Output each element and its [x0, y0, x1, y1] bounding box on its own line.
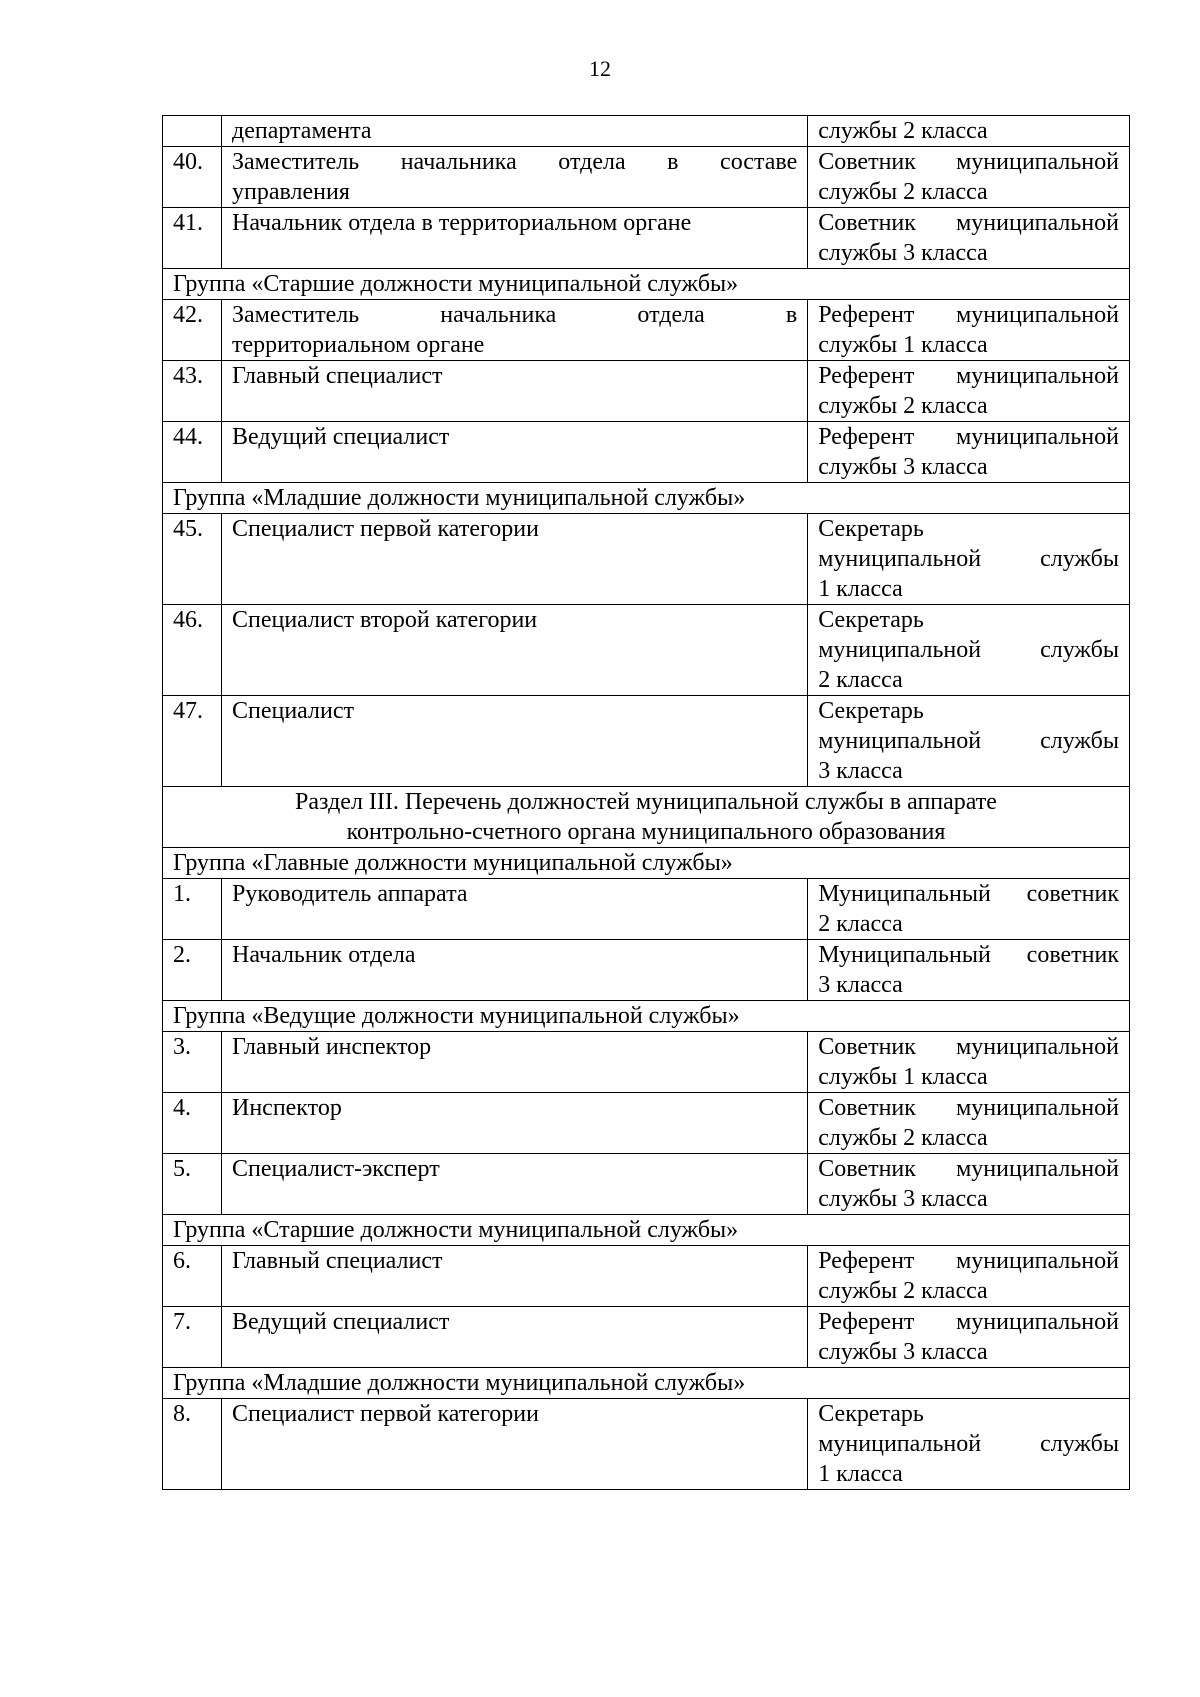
position-title-line: Главный специалист: [231, 363, 443, 389]
position-title-line: Заместитель начальника отдела в: [231, 302, 798, 328]
table-row: [163, 879, 1130, 940]
table-row: [163, 1399, 1130, 1490]
row-number: [163, 116, 222, 147]
position-title: [221, 116, 807, 147]
position-title-line: Специалист второй категории: [231, 607, 538, 633]
position-title-line: Инспектор: [231, 1095, 342, 1121]
position-title: [221, 300, 807, 361]
group-header-row: [163, 848, 1130, 879]
class-rank-line: Советник муниципальной: [818, 210, 1119, 236]
class-rank-line: Секретарь: [818, 1401, 924, 1427]
class-rank: [808, 940, 1130, 1001]
class-rank: [808, 116, 1130, 147]
class-rank-line: Муниципальный советник: [818, 942, 1119, 968]
row-number: 40.: [163, 147, 222, 208]
class-rank: [808, 1154, 1130, 1215]
position-title-line: Руководитель аппарата: [231, 881, 468, 907]
table-row: [163, 1246, 1130, 1307]
position-title: [221, 879, 807, 940]
class-rank: [808, 1307, 1130, 1368]
class-rank: [808, 422, 1130, 483]
class-rank-line: службы 3 класса: [818, 454, 988, 480]
class-rank-line: Секретарь: [818, 516, 924, 542]
row-number: 6.: [163, 1246, 222, 1307]
position-title-line: Специалист-эксперт: [231, 1156, 440, 1182]
position-title: [221, 1399, 807, 1490]
positions-table: [162, 115, 1130, 1490]
page-number: 12: [589, 56, 611, 81]
class-rank-line: службы 3 класса: [818, 240, 988, 266]
class-rank-line: Секретарь: [818, 698, 924, 724]
class-rank-line: муниципальной службы: [818, 546, 1119, 572]
row-number: 47.: [163, 696, 222, 787]
row-number: 43.: [163, 361, 222, 422]
class-rank-line: Референт муниципальной: [818, 1309, 1119, 1335]
class-rank: [808, 361, 1130, 422]
row-number: 7.: [163, 1307, 222, 1368]
class-rank-line: службы 3 класса: [818, 1186, 988, 1212]
row-number: 42.: [163, 300, 222, 361]
class-rank-line: Референт муниципальной: [818, 302, 1119, 328]
group-header: Группа «Ведущие должности муниципальной службы»: [163, 1001, 1130, 1032]
position-title: [221, 696, 807, 787]
class-rank: [808, 208, 1130, 269]
position-title: [221, 1246, 807, 1307]
group-header-row: [163, 1001, 1130, 1032]
positions-table-body: [163, 116, 1130, 1490]
class-rank-line: Советник муниципальной: [818, 1034, 1119, 1060]
table-row: [163, 208, 1130, 269]
class-rank-line: службы 2 класса: [818, 1278, 988, 1304]
group-header: Группа «Старшие должности муниципальной службы»: [163, 1215, 1130, 1246]
position-title-line: Главный инспектор: [231, 1034, 432, 1060]
position-title: [221, 514, 807, 605]
row-number: 1.: [163, 879, 222, 940]
row-number: 44.: [163, 422, 222, 483]
row-number: 46.: [163, 605, 222, 696]
position-title: [221, 422, 807, 483]
position-title-line: Главный специалист: [231, 1248, 443, 1274]
table-row: [163, 361, 1130, 422]
class-rank-line: 2 класса: [818, 911, 903, 937]
section-header-line: контрольно-счетного органа муниципального образования: [346, 819, 946, 845]
class-rank-line: службы 2 класса: [818, 1125, 988, 1151]
position-title: [221, 1307, 807, 1368]
class-rank-line: службы 3 класса: [818, 1339, 988, 1365]
class-rank-line: службы 2 класса: [818, 393, 988, 419]
row-number: 4.: [163, 1093, 222, 1154]
position-title-line: территориальном органе: [231, 332, 485, 358]
position-title-line: Заместитель начальника отдела в составе: [231, 149, 798, 175]
class-rank: [808, 879, 1130, 940]
position-title-line: Специалист первой категории: [231, 1401, 539, 1427]
class-rank: [808, 696, 1130, 787]
class-rank-line: Референт муниципальной: [818, 363, 1119, 389]
class-rank-line: 1 класса: [818, 576, 903, 602]
table-row: [163, 605, 1130, 696]
position-title: [221, 147, 807, 208]
position-title-line: Специалист первой категории: [231, 516, 539, 542]
class-rank-line: службы 2 класса: [818, 179, 988, 205]
class-rank-line: Советник муниципальной: [818, 1156, 1119, 1182]
table-row: [163, 1307, 1130, 1368]
row-number: 8.: [163, 1399, 222, 1490]
class-rank-line: службы 1 класса: [818, 1064, 988, 1090]
class-rank-line: 3 класса: [818, 758, 903, 784]
class-rank: [808, 147, 1130, 208]
section-header: [163, 787, 1130, 848]
class-rank-line: Советник муниципальной: [818, 1095, 1119, 1121]
class-rank-line: муниципальной службы: [818, 728, 1119, 754]
table-row: [163, 1032, 1130, 1093]
class-rank-line: Советник муниципальной: [818, 149, 1119, 175]
class-rank-line: службы 2 класса: [818, 118, 988, 144]
table-row: [163, 116, 1130, 147]
position-title-line: Ведущий специалист: [231, 424, 450, 450]
row-number: 45.: [163, 514, 222, 605]
group-header: Группа «Младшие должности муниципальной службы»: [163, 483, 1130, 514]
row-number: 3.: [163, 1032, 222, 1093]
position-title: [221, 208, 807, 269]
position-title: [221, 940, 807, 1001]
position-title: [221, 361, 807, 422]
table-row: [163, 1154, 1130, 1215]
class-rank-line: муниципальной службы: [818, 1431, 1119, 1457]
table-row: [163, 300, 1130, 361]
class-rank: [808, 1093, 1130, 1154]
position-title-line: Начальник отдела: [231, 942, 416, 968]
class-rank: [808, 1032, 1130, 1093]
table-row: [163, 1093, 1130, 1154]
position-title: [221, 1032, 807, 1093]
class-rank-line: Референт муниципальной: [818, 424, 1119, 450]
group-header: Группа «Младшие должности муниципальной службы»: [163, 1368, 1130, 1399]
class-rank: [808, 1246, 1130, 1307]
row-number: 41.: [163, 208, 222, 269]
position-title: [221, 605, 807, 696]
class-rank: [808, 605, 1130, 696]
row-number: 5.: [163, 1154, 222, 1215]
group-header-row: [163, 269, 1130, 300]
section-header-line: Раздел III. Перечень должностей муниципальной службы в аппарате: [295, 789, 997, 815]
class-rank: [808, 514, 1130, 605]
group-header-row: [163, 1215, 1130, 1246]
group-header-row: [163, 1368, 1130, 1399]
group-header: Группа «Старшие должности муниципальной службы»: [163, 269, 1130, 300]
table-row: [163, 422, 1130, 483]
class-rank-line: 3 класса: [818, 972, 903, 998]
position-title-line: Специалист: [231, 698, 354, 724]
position-title-line: департамента: [231, 118, 372, 144]
row-number: 2.: [163, 940, 222, 1001]
position-title-line: Ведущий специалист: [231, 1309, 450, 1335]
position-title: [221, 1154, 807, 1215]
table-row: [163, 696, 1130, 787]
table-row: [163, 514, 1130, 605]
class-rank-line: муниципальной службы: [818, 637, 1119, 663]
position-title-line: управления: [231, 179, 350, 205]
table-row: [163, 147, 1130, 208]
table-row: [163, 940, 1130, 1001]
class-rank-line: 2 класса: [818, 667, 903, 693]
class-rank-line: Референт муниципальной: [818, 1248, 1119, 1274]
position-title: [221, 1093, 807, 1154]
class-rank-line: Муниципальный советник: [818, 881, 1119, 907]
class-rank: [808, 300, 1130, 361]
group-header-row: [163, 483, 1130, 514]
group-header: Группа «Главные должности муниципальной службы»: [163, 848, 1130, 879]
section-header-row: [163, 787, 1130, 848]
class-rank-line: 1 класса: [818, 1461, 903, 1487]
class-rank-line: службы 1 класса: [818, 332, 988, 358]
class-rank-line: Секретарь: [818, 607, 924, 633]
class-rank: [808, 1399, 1130, 1490]
position-title-line: Начальник отдела в территориальном органе: [231, 210, 692, 236]
